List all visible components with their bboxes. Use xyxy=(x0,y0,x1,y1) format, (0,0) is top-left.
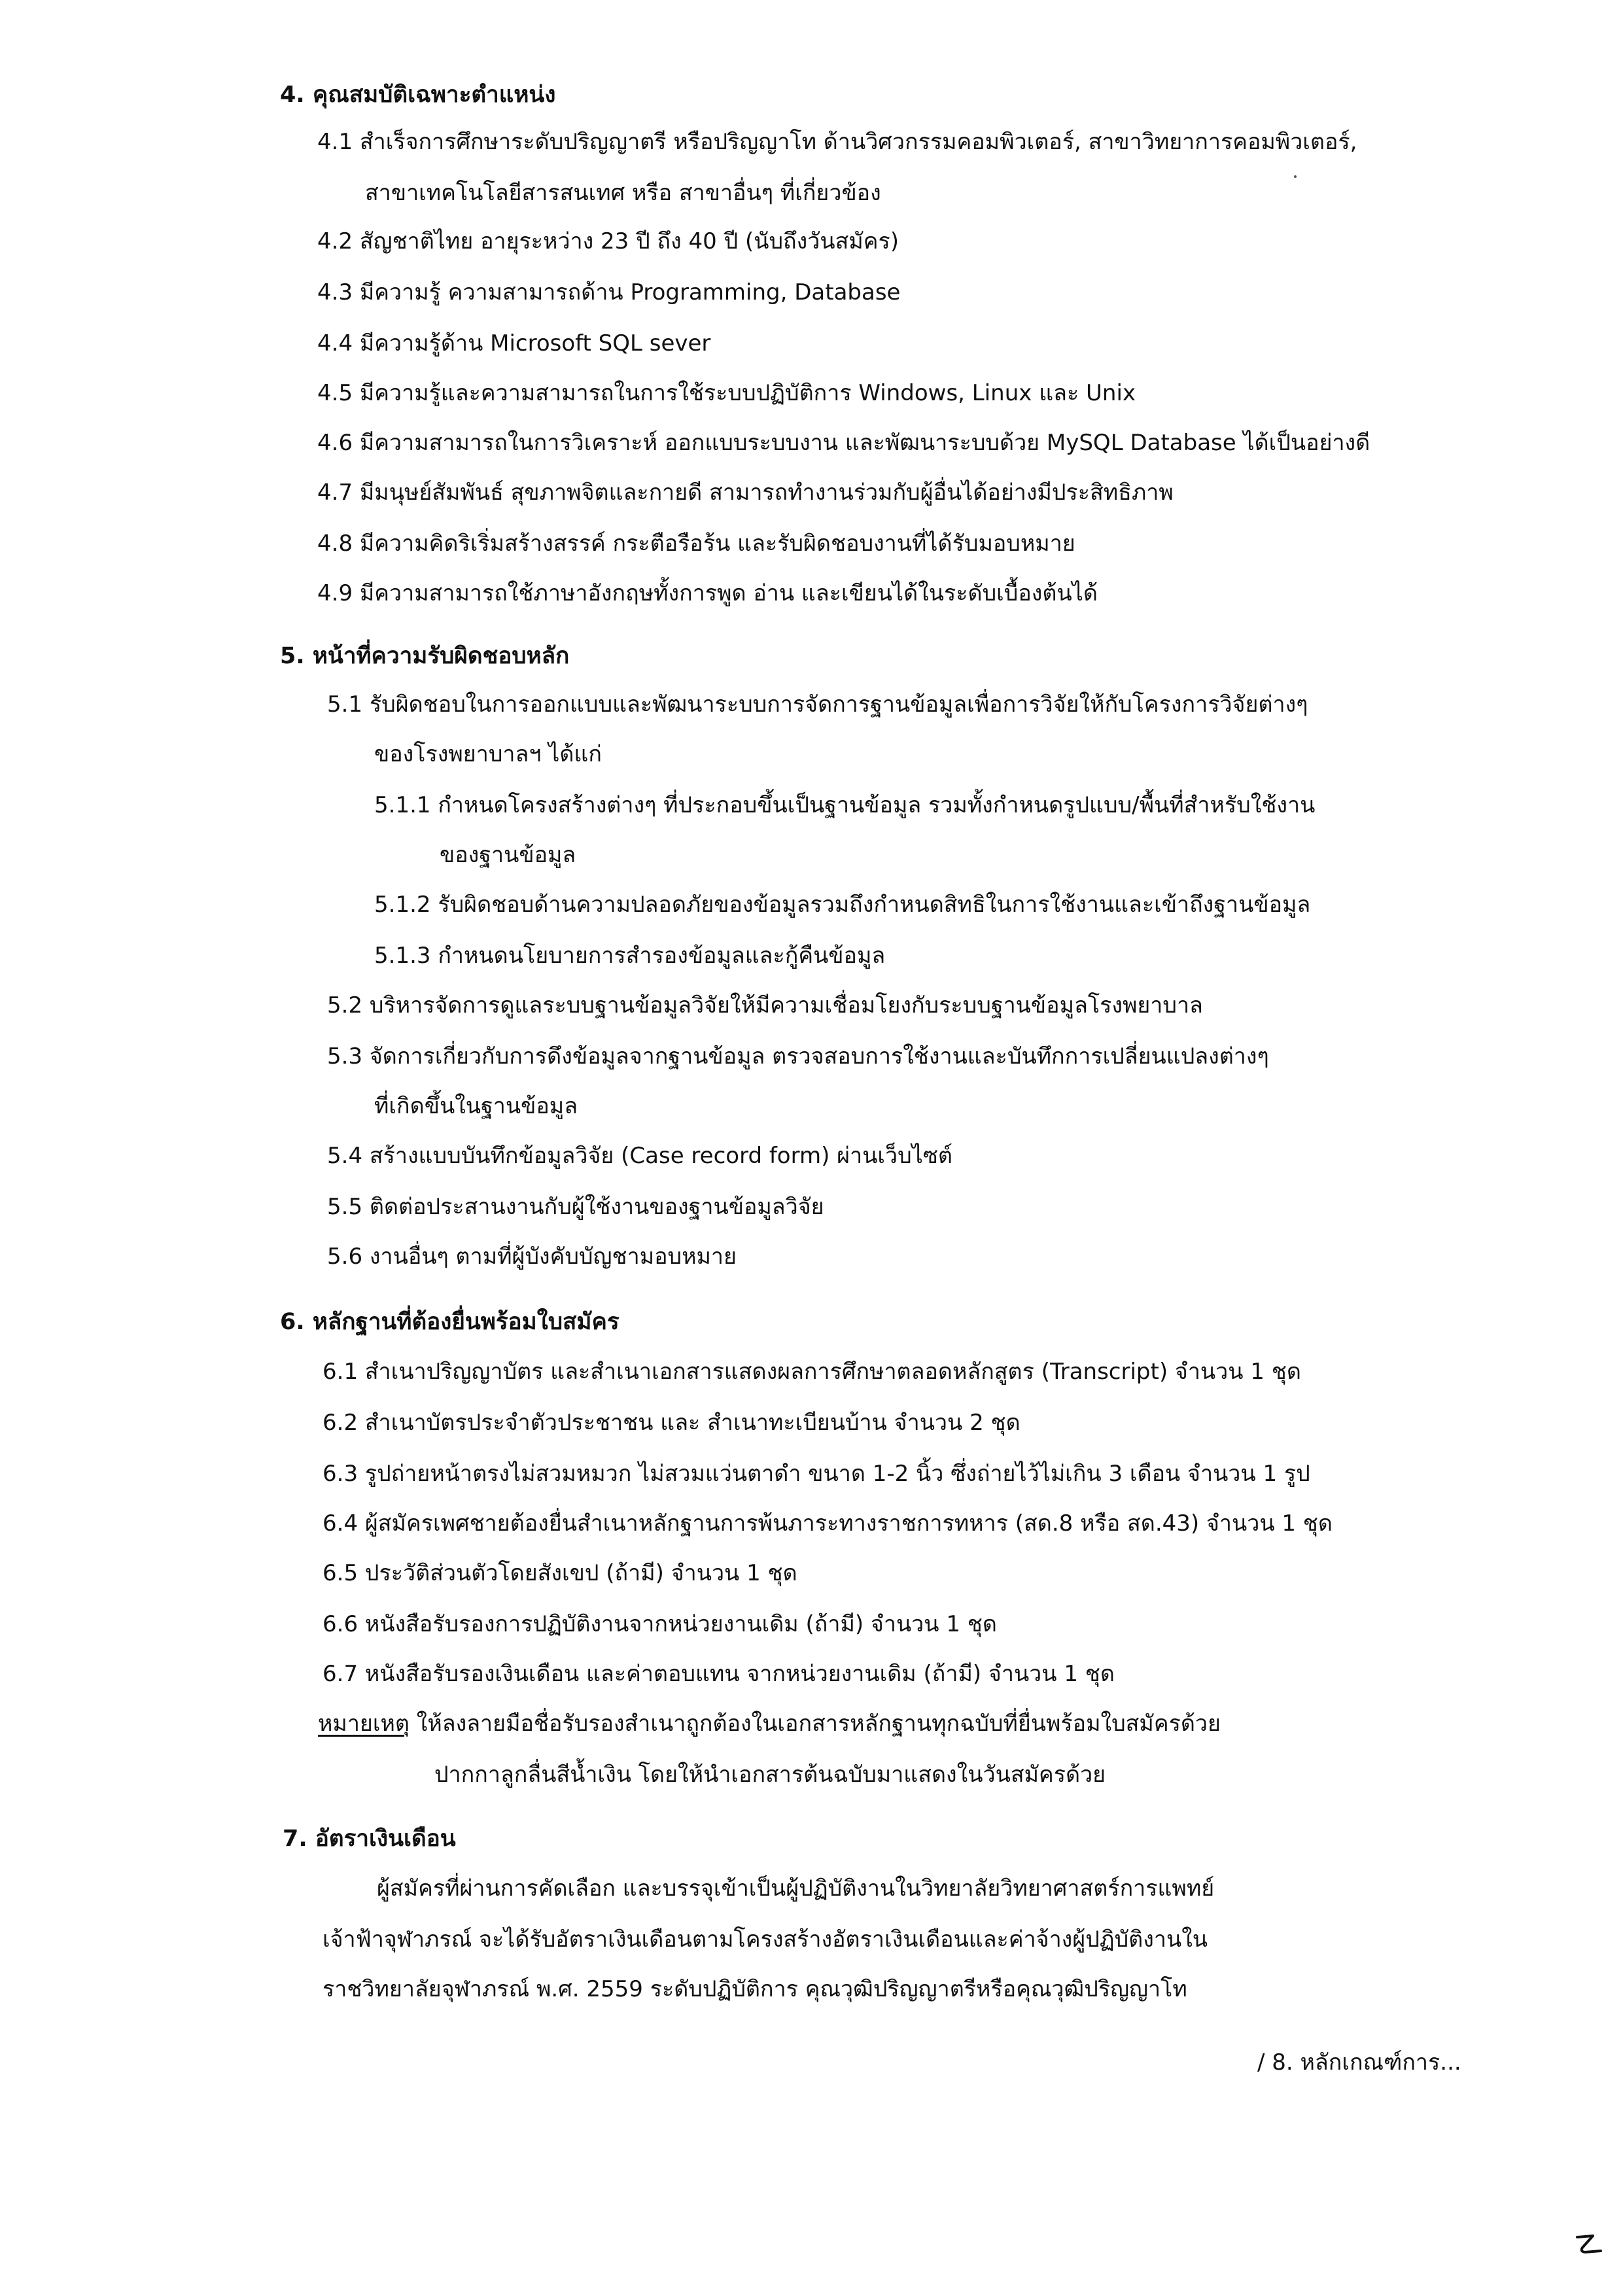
item-4-2: 4.2 สัญชาติไทย อายุระหว่าง 23 ปี ถึง 40 ปี (นับถึงวันสมัคร) xyxy=(317,228,899,254)
note-line-2: ปากกาลูกลื่นสีน้ำเงิน โดยให้นำเอกสารต้นฉบับมาแสดงในวันสมัครด้วย xyxy=(434,1762,1106,1788)
scan-speck xyxy=(1294,175,1297,178)
item-4-6: 4.6 มีความสามารถในการวิเคราะห์ ออกแบบระบบงาน และพัฒนาระบบด้วย MySQL Database ได้เป็นอย่างดี xyxy=(317,430,1370,456)
item-5-1-cont: ของโรงพยาบาลฯ ได้แก่ xyxy=(374,741,602,767)
item-4-5: 4.5 มีความรู้และความสามารถในการใช้ระบบปฏิบัติการ Windows, Linux และ Unix xyxy=(317,380,1136,406)
item-5-4: 5.4 สร้างแบบบันทึกข้อมูลวิจัย (Case record form) ผ่านเว็บไซต์ xyxy=(327,1143,952,1169)
item-5-2: 5.2 บริหารจัดการดูแลระบบฐานข้อมูลวิจัยให้มีความเชื่อมโยงกับระบบฐานข้อมูลโรงพยาบาล xyxy=(327,992,1203,1018)
item-5-3: 5.3 จัดการเกี่ยวกับการดึงข้อมูลจากฐานข้อมูล ตรวจสอบการใช้งานและบันทึกการเปลี่ยนแปลงต่างๆ xyxy=(327,1043,1269,1070)
item-5-1-1-cont: ของฐานข้อมูล xyxy=(440,842,576,868)
section-7-heading: 7. อัตราเงินเดือน xyxy=(283,1826,456,1852)
section-6-heading: 6. หลักฐานที่ต้องยื่นพร้อมใบสมัคร xyxy=(280,1309,620,1335)
continuation-text: / 8. หลักเกณฑ์การ... xyxy=(1257,2049,1461,2076)
item-4-8: 4.8 มีความคิดริเริ่มสร้างสรรค์ กระตือรือร้น และรับผิดชอบงานที่ได้รับมอบหมาย xyxy=(317,531,1075,557)
item-5-1: 5.1 รับผิดชอบในการออกแบบและพัฒนาระบบการจัดการฐานข้อมูลเพื่อการวิจัยให้กับโครงการวิจัยต่างๆ xyxy=(327,691,1308,718)
item-6-2: 6.2 สำเนาบัตรประจำตัวประชาชน และ สำเนาทะเบียนบ้าน จำนวน 2 ชุด xyxy=(323,1410,1021,1436)
note-line-1 xyxy=(318,1707,1221,1740)
handwritten-mark-icon xyxy=(1573,2231,1603,2257)
item-5-1-1: 5.1.1 กำหนดโครงสร้างต่างๆ ที่ประกอบขึ้นเป็นฐานข้อมูล รวมทั้งกำหนดรูปแบบ/พื้นที่สำหรับใช้งาน xyxy=(374,792,1316,818)
item-6-4: 6.4 ผู้สมัครเพศชายต้องยื่นสำเนาหลักฐานการพ้นภาระทางราชการทหาร (สด.8 หรือ สด.43) จำนวน 1 ชุด xyxy=(323,1510,1333,1537)
item-4-4: 4.4 มีความรู้ด้าน Microsoft SQL sever xyxy=(317,330,711,357)
item-4-9: 4.9 มีความสามารถใช้ภาษาอังกฤษทั้งการพูด อ่าน และเขียนได้ในระดับเบื้องต้นได้ xyxy=(317,580,1098,606)
item-5-1-2: 5.1.2 รับผิดชอบด้านความปลอดภัยของข้อมูลรวมถึงกำหนดสิทธิในการใช้งานและเข้าถึงฐานข้อมูล xyxy=(374,892,1311,918)
item-6-6: 6.6 หนังสือรับรองการปฏิบัติงานจากหน่วยงานเดิม (ถ้ามี) จำนวน 1 ชุด xyxy=(323,1611,997,1637)
item-4-1-cont: สาขาเทคโนโลยีสารสนเทศ หรือ สาขาอื่นๆ ที่เกี่ยวข้อง xyxy=(365,180,881,206)
salary-line-3: ราชวิทยาลัยจุฬาภรณ์ พ.ศ. 2559 ระดับปฏิบัติการ คุณวุฒิปริญญาตรีหรือคุณวุฒิปริญญาโท xyxy=(323,1976,1187,2002)
item-5-3-cont: ที่เกิดขึ้นในฐานข้อมูล xyxy=(374,1093,578,1119)
item-6-7: 6.7 หนังสือรับรองเงินเดือน และค่าตอบแทน จากหน่วยงานเดิม (ถ้ามี) จำนวน 1 ชุด xyxy=(323,1661,1115,1687)
item-6-5: 6.5 ประวัติส่วนตัวโดยสังเขป (ถ้ามี) จำนวน 1 ชุด xyxy=(323,1560,797,1586)
section-5-heading: 5. หน้าที่ความรับผิดชอบหลัก xyxy=(280,643,570,669)
item-4-7: 4.7 มีมนุษย์สัมพันธ์ สุขภาพจิตและกายดี สามารถทำงานร่วมกับผู้อื่นได้อย่างมีประสิทธิภาพ xyxy=(317,479,1174,506)
item-5-1-3: 5.1.3 กำหนดนโยบายการสำรองข้อมูลและกู้คืนข้อมูล xyxy=(374,943,886,969)
item-6-3: 6.3 รูปถ่ายหน้าตรงไม่สวมหมวก ไม่สวมแว่นตาดำ ขนาด 1-2 นิ้ว ซึ่งถ่ายไว้ไม่เกิน 3 เดือน จำนวน 1 รูป xyxy=(323,1461,1310,1487)
item-4-3: 4.3 มีความรู้ ความสามารถด้าน Programming, Database xyxy=(317,279,901,305)
item-5-5: 5.5 ติดต่อประสานงานกับผู้ใช้งานของฐานข้อมูลวิจัย xyxy=(327,1194,824,1220)
salary-line-2: เจ้าฟ้าจุฬาภรณ์ จะได้รับอัตราเงินเดือนตามโครงสร้างอัตราเงินเดือนและค่าจ้างผู้ปฏิบัติงานใน xyxy=(323,1926,1208,1953)
section-4-heading: 4. คุณสมบัติเฉพาะตำแหน่ง xyxy=(280,82,556,108)
note-label: หมายเหตุ xyxy=(318,1711,410,1737)
note-text-1: ให้ลงลายมือชื่อรับรองสำเนาถูกต้องในเอกสารหลักฐานทุกฉบับที่ยื่นพร้อมใบสมัครด้วย xyxy=(416,1711,1221,1737)
item-6-1: 6.1 สำเนาปริญญาบัตร และสำเนาเอกสารแสดงผลการศึกษาตลอดหลักสูตร (Transcript) จำนวน 1 ชุด xyxy=(323,1359,1301,1385)
item-5-6: 5.6 งานอื่นๆ ตามที่ผู้บังคับบัญชามอบหมาย xyxy=(327,1244,737,1270)
item-4-1: 4.1 สำเร็จการศึกษาระดับปริญญาตรี หรือปริญญาโท ด้านวิศวกรรมคอมพิวเตอร์, สาขาวิทยาการคอมพิวเตอร์, xyxy=(317,129,1357,155)
salary-line-1: ผู้สมัครที่ผ่านการคัดเลือก และบรรจุเข้าเป็นผู้ปฏิบัติงานในวิทยาลัยวิทยาศาสตร์การแพทย์ xyxy=(377,1875,1215,1902)
